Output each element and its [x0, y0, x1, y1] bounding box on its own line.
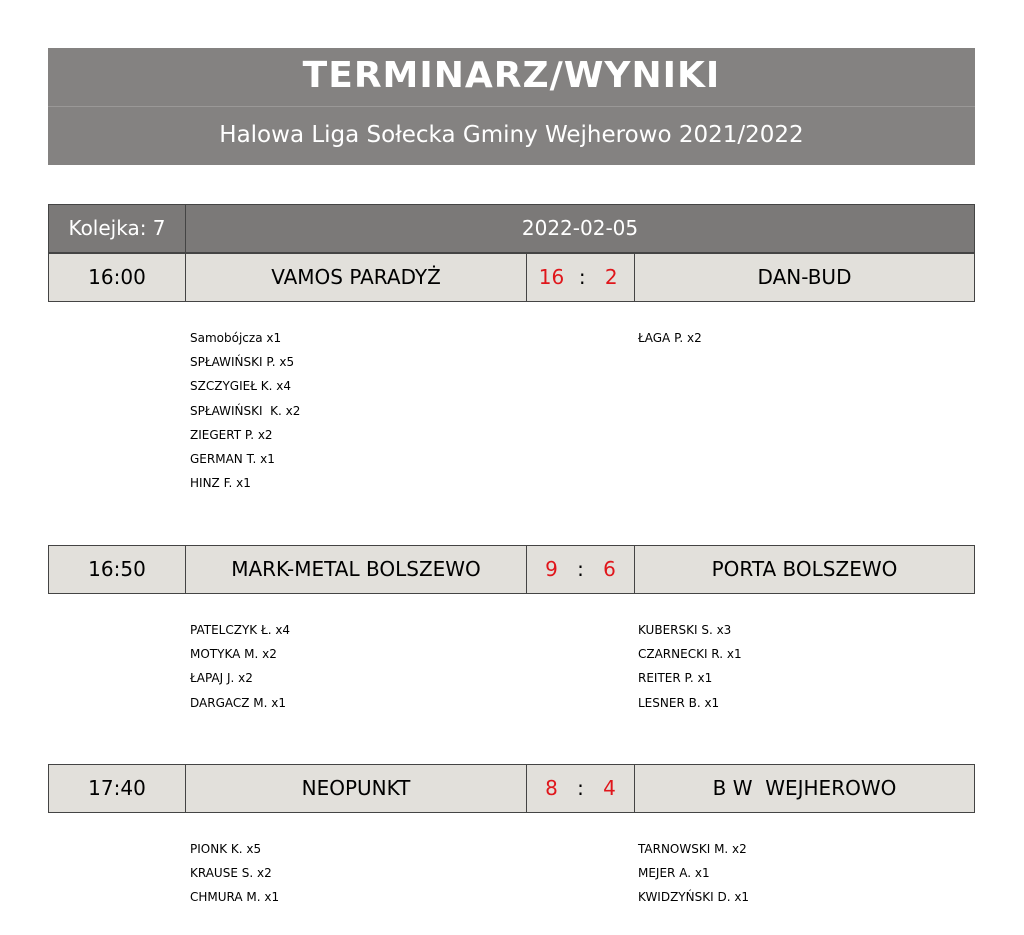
- scorer-item: ZIEGERT P. x2: [190, 427, 273, 442]
- scorer-item: Samobójcza x1: [190, 331, 282, 345]
- home-team: NEOPUNKT: [186, 765, 527, 812]
- away-score: 6: [603, 557, 616, 581]
- away-team: DAN-BUD: [757, 265, 852, 289]
- away-score: 4: [603, 776, 616, 800]
- home-team: MARK-METAL BOLSZEWO: [186, 546, 527, 593]
- scorer-item: MEJER A. x1: [638, 866, 710, 881]
- home-score: 9: [545, 557, 558, 581]
- match-score: [527, 546, 635, 593]
- away-scorers-list: [638, 837, 749, 910]
- home-scorers-list: [190, 837, 279, 910]
- round-label: Kolejka: 7: [49, 205, 186, 252]
- away-scorers-list: [638, 326, 702, 350]
- scorer-item: SPŁAWIŃSKI K. x2: [190, 403, 301, 418]
- score-separator: :: [577, 557, 584, 581]
- score-separator: :: [578, 265, 586, 289]
- away-score: 2: [604, 265, 618, 289]
- match-time: 17:40: [49, 765, 186, 812]
- home-score: 16: [538, 265, 565, 289]
- scorer-item: ŁAGA P. x2: [638, 331, 702, 345]
- scorer-item: SPŁAWIŃSKI P. x5: [190, 355, 295, 370]
- match-score: [527, 254, 635, 301]
- scorer-item: GERMAN T. x1: [190, 452, 275, 467]
- scorer-item: DARGACZ M. x1: [190, 695, 287, 710]
- away-team: PORTA BOLSZEWO: [711, 557, 898, 581]
- scorer-item: PATELCZYK Ł. x4: [190, 623, 291, 637]
- scorer-item: REITER P. x1: [638, 671, 713, 686]
- match-score: [527, 765, 635, 812]
- home-team: VAMOS PARADYŻ: [186, 254, 527, 301]
- page-title: TERMINARZ/WYNIKI: [48, 48, 975, 107]
- match-time: 16:00: [49, 254, 186, 301]
- scorer-item: MOTYKA M. x2: [190, 647, 277, 662]
- scorer-item: ŁAPAJ J. x2: [190, 671, 253, 686]
- match-row: [48, 253, 975, 302]
- page-header: [48, 48, 975, 165]
- scorer-item: KUBERSKI S. x3: [638, 623, 732, 637]
- home-score: 8: [545, 776, 558, 800]
- match-row: [48, 764, 975, 813]
- scorer-item: SZCZYGIEŁ K. x4: [190, 379, 291, 394]
- scorer-item: KRAUSE S. x2: [190, 866, 272, 881]
- scorer-item: CZARNECKI R. x1: [638, 647, 742, 662]
- away-team: B W WEJHEROWO: [712, 776, 897, 800]
- score-separator: :: [577, 776, 584, 800]
- scorer-item: PIONK K. x5: [190, 842, 262, 856]
- away-scorers-list: [638, 618, 742, 715]
- match-row: [48, 545, 975, 594]
- page-subtitle: Halowa Liga Sołecka Gminy Wejherowo 2021/2022: [219, 122, 804, 148]
- match-time: 16:50: [49, 546, 186, 593]
- scorer-item: LESNER B. x1: [638, 695, 720, 710]
- scorer-item: HINZ F. x1: [190, 476, 251, 491]
- round-header: [48, 204, 975, 253]
- scorer-item: TARNOWSKI M. x2: [638, 842, 747, 856]
- round-date: 2022-02-05: [521, 216, 639, 240]
- scorer-item: KWIDZYŃSKI D. x1: [638, 890, 750, 905]
- home-scorers-list: [190, 326, 300, 495]
- home-scorers-list: [190, 618, 290, 715]
- scorer-item: CHMURA M. x1: [190, 890, 280, 905]
